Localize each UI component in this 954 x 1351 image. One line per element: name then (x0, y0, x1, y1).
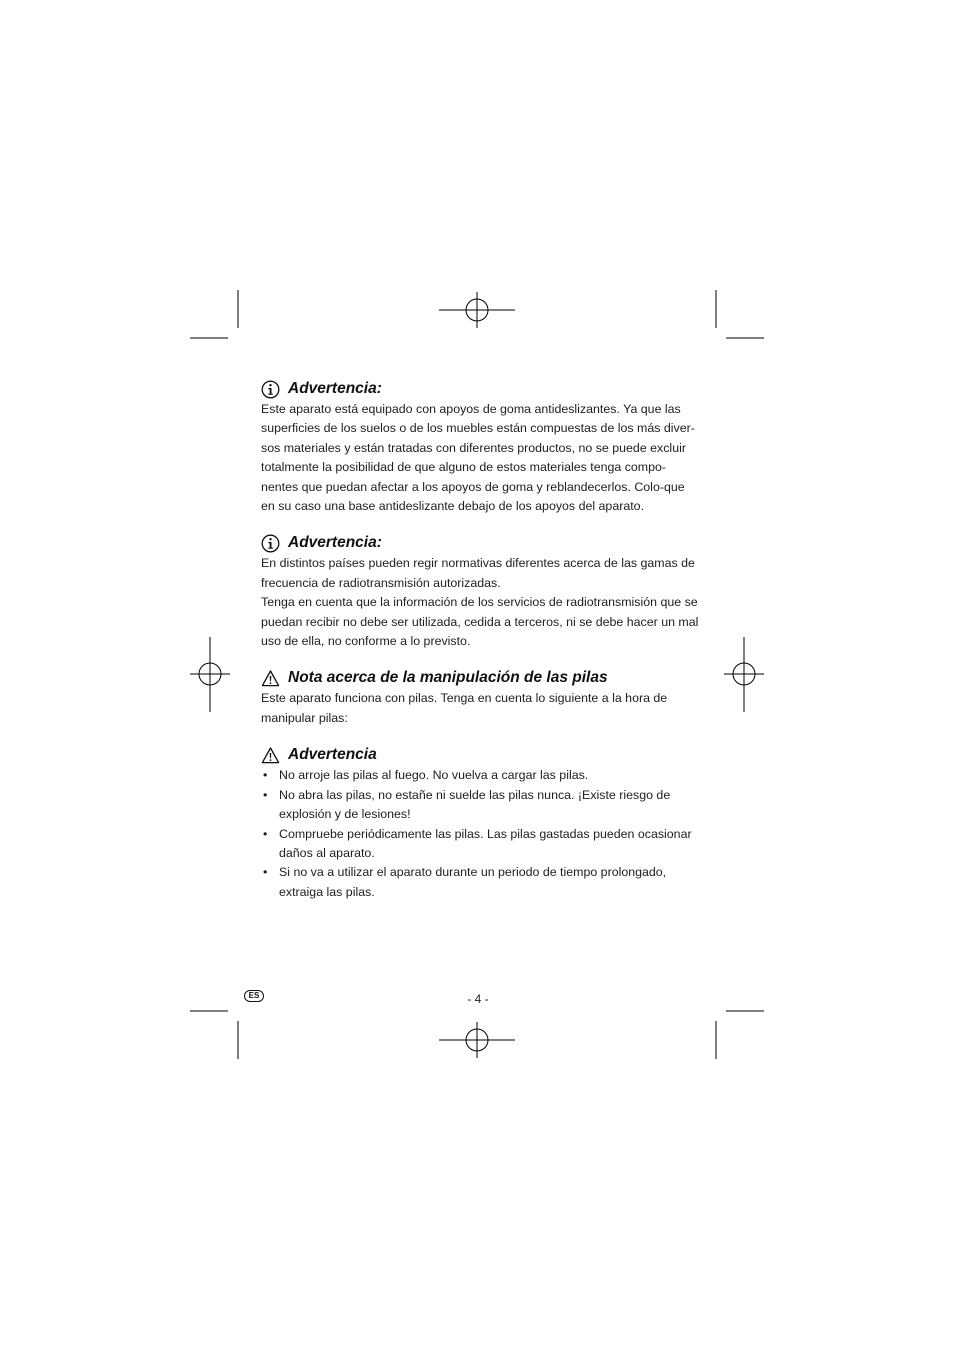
warning-icon (261, 746, 280, 765)
section-heading (261, 667, 701, 689)
page-number: - 4 - (467, 992, 489, 1006)
warning-bullet-list (261, 766, 701, 902)
section-heading (261, 744, 701, 766)
section-advertencia-rubber-feet (261, 378, 701, 516)
section-title: Advertencia: (288, 534, 382, 552)
section-title: Nota acerca de la manipulación de las pilas (288, 669, 608, 687)
section-paragraph: Tenga en cuenta que la información de los servicios de radiotransmisión que se puedan recibir no debe ser utilizada, cedida a terceros, ni se debe hacer un mal uso de ella, no conforme a lo previsto. (261, 595, 699, 649)
list-item: • No arroje las pilas al fuego. No vuelva a cargar las pilas. (261, 766, 701, 785)
section-battery-handling-note (261, 667, 701, 728)
language-badge: ES (244, 990, 264, 1002)
section-paragraph: Este aparato está equipado con apoyos de goma antideslizantes. Ya que las superficies de los suelos o de los muebles están compuestas de los más diver-sos materiales y están tratadas con diferentes productos, no se puede excluir totalmente la posibilidad de que alguno de estos materiales tenga compo-nentes que puedan afectar a los apoyos de goma y reblandecerlos. Colo-que en su caso una base antideslizante debajo de los apoyos del aparato. (261, 402, 695, 514)
section-heading (261, 378, 701, 400)
section-title: Advertencia (288, 746, 377, 764)
section-paragraph: Este aparato funciona con pilas. Tenga en cuenta lo siguiente a la hora de manipular pilas: (261, 691, 668, 725)
list-item: • Si no va a utilizar el aparato durante un periodo de tiempo prolongado, extraiga las pilas. (261, 863, 701, 902)
section-advertencia-batteries (261, 744, 701, 902)
warning-icon (261, 669, 280, 688)
list-item: • Compruebe periódicamente las pilas. Las pilas gastadas pueden ocasionar daños al aparato. (261, 825, 701, 864)
section-heading (261, 532, 701, 554)
info-icon (261, 380, 280, 399)
section-paragraph: En distintos países pueden regir normativas diferentes acerca de las gamas de frecuencia de radiotransmisión autorizadas. (261, 556, 695, 590)
section-advertencia-radio (261, 532, 701, 651)
section-title: Advertencia: (288, 380, 382, 397)
info-icon (261, 534, 280, 553)
page-content (261, 378, 701, 902)
list-item: • No abra las pilas, no estañe ni suelde las pilas nunca. ¡Existe riesgo de explosión y de lesiones! (261, 786, 701, 825)
